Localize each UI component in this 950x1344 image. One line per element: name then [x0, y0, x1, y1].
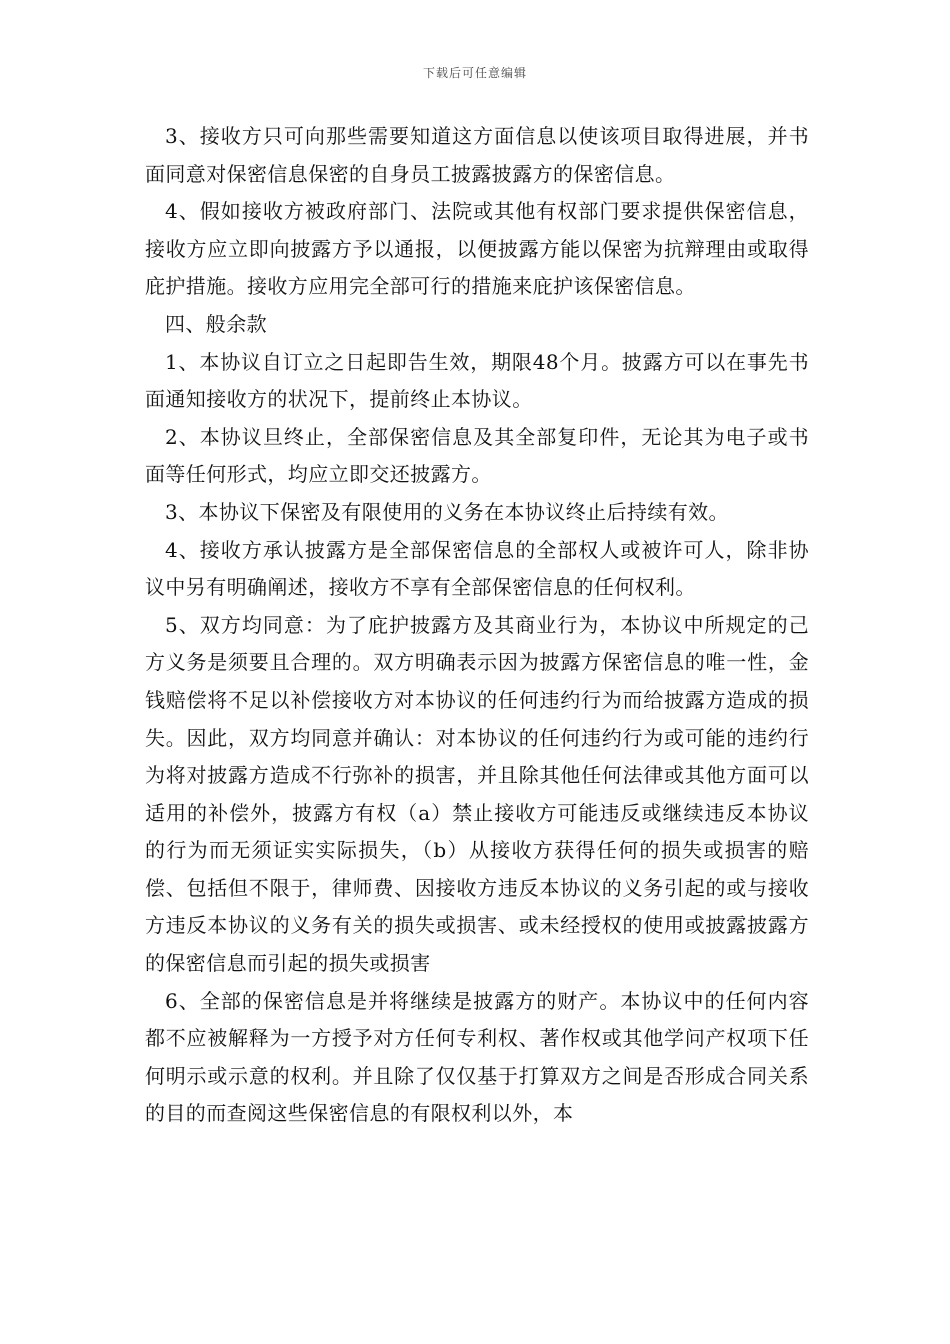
paragraph-general-1: 1、本协议自订立之日起即告生效，期限48个月。披露方可以在事先书面通知接收方的状况下，提前终止本协议。 — [145, 349, 809, 412]
paragraph-item-3: 3、接收方只可向那些需要知道这方面信息以使该项目取得进展，并书面同意对保密信息保密的自身员工披露披露方的保密信息。 — [145, 124, 809, 186]
page-header: 下载后可任意编辑 — [422, 66, 527, 80]
paragraph-general-2: 2、本协议旦终止，全部保密信息及其全部复印件，无论其为电子或书面等任何形式，均应立即交还披露方。 — [145, 424, 809, 487]
paragraph-item-4: 4、假如接收方被政府部门、法院或其他有权部门要求提供保密信息，接收方应立即向披露方予以通报，以便披露方能以保密为抗辩理由或取得庇护措施。接收方应用完全部可行的措施来庇护该保密信息。 — [145, 199, 809, 299]
paragraph-general-5: 5、双方均同意：为了庇护披露方及其商业行为，本协议中所规定的己方义务是须要且合理的。双方明确表示因为披露方保密信息的唯一性，金钱赔偿将不足以补偿接收方对本协议的任何违约行为而给披露方造成的损失。因此，双方均同意并确认：对本协议的任何违约行为或可能的违约行为将对披露方造成不行弥补的损害，并且除其他任何法律或其他方面可以适用的补偿外，披露方有权（a）禁止接收方可能违反或继续违反本协议的行为而无须证实实际损失，（b）从接收方获得任何的损失或损害的赔偿、包括但不限于，律师费、因接收方违反本协议的义务引起的或与接收方违反本协议的义务有关的损失或损害、或未经授权的使用或披露披露方的保密信息而引起的损失或损害 — [145, 612, 809, 976]
paragraph-general-4: 4、接收方承认披露方是全部保密信息的全部权人或被许可人，除非协议中另有明确阐述，接收方不享有全部保密信息的任何权利。 — [145, 537, 809, 600]
document-body — [145, 118, 809, 1133]
paragraph-general-3: 3、本协议下保密及有限使用的义务在本协议终止后持续有效。 — [165, 499, 729, 524]
paragraph-general-6: 6、全部的保密信息是并将继续是披露方的财产。本协议中的任何内容都不应被解释为一方授予对方任何专利权、著作权或其他学问产权项下任何明示或示意的权利。并且除了仅仅基于打算双方之间是否形成合同关系的目的而查阅这些保密信息的有限权利以外，本 — [145, 988, 809, 1126]
section-heading-general: 四、般余款 — [165, 311, 267, 336]
